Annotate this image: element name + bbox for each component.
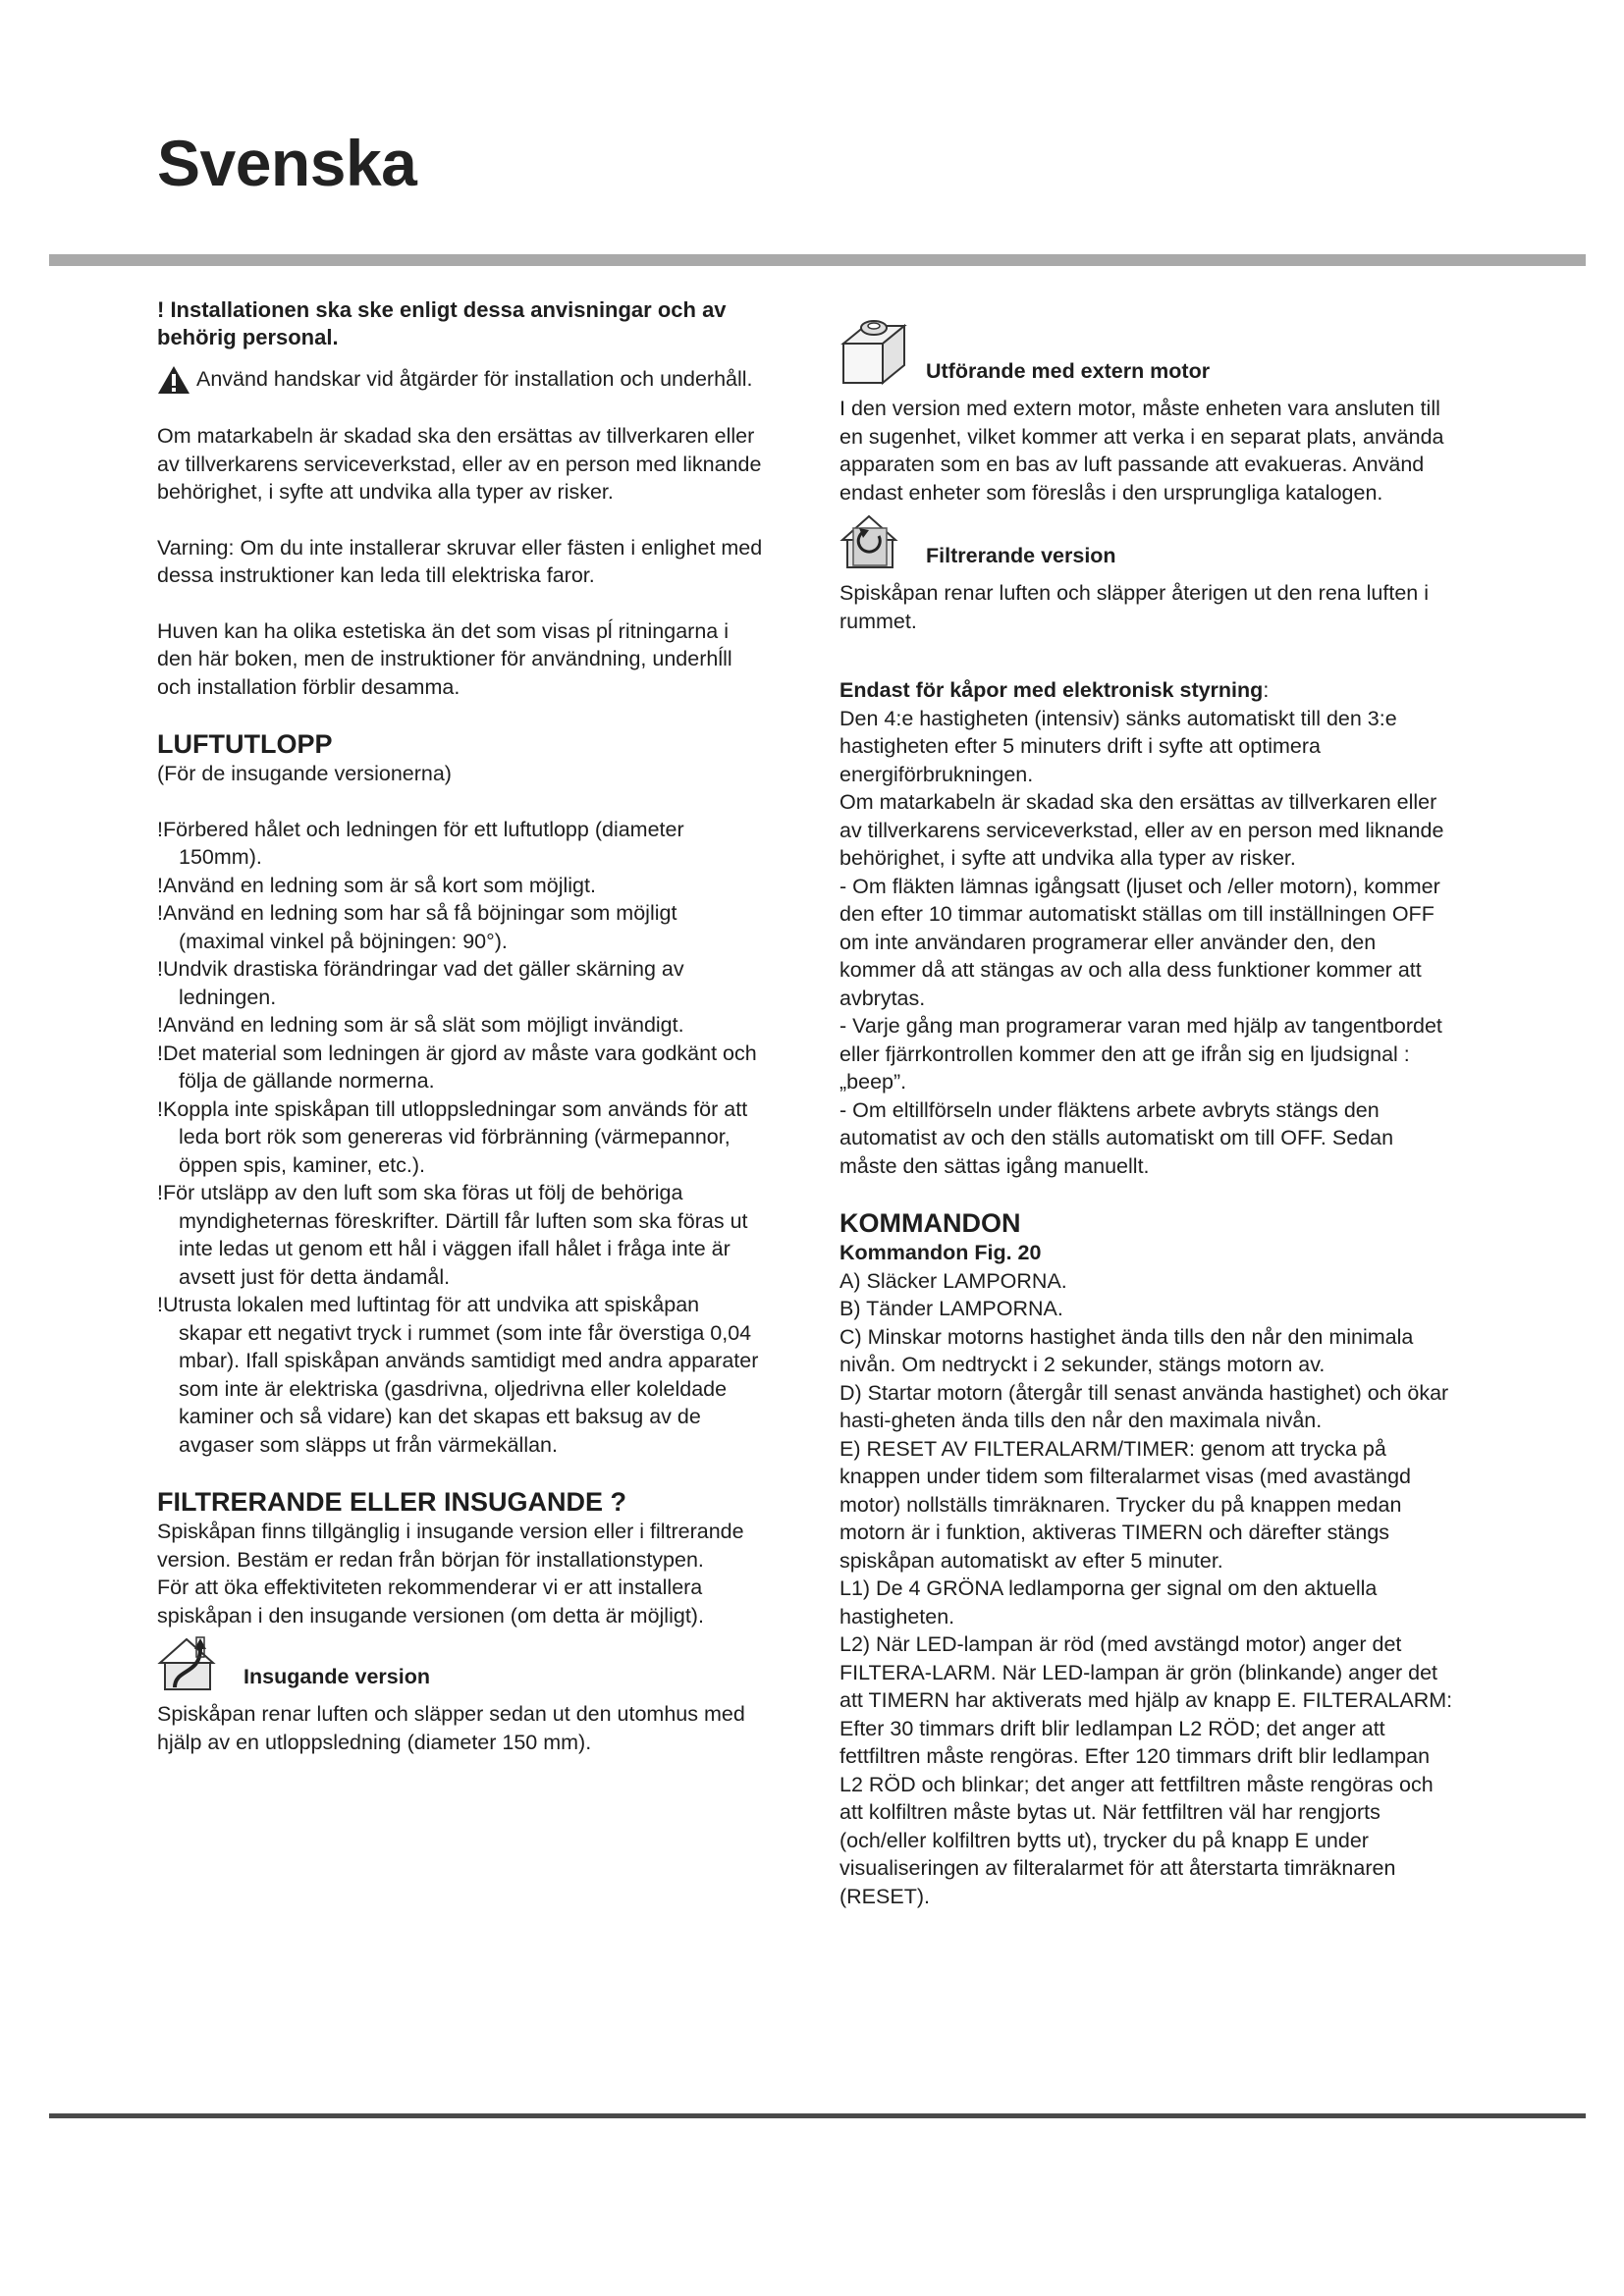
extern-motor-text: I den version med extern motor, måste enheten vara ansluten till en sugenhet, vilket kommer att verka i en separat plats, använda apparaten som en bas av luft passande att evakueras. Använd endast enheter som föreslås i den ursprungliga katalogen.: [839, 397, 1444, 505]
extern-motor-heading: Utförande med extern motor: [926, 359, 1211, 383]
filtrerande-version-heading-row: [839, 510, 1453, 571]
luftutlopp-heading: LUFTUTLOPP: [157, 729, 333, 759]
exhaust-version-icon: [157, 1633, 238, 1692]
warning-triangle-icon: [157, 365, 190, 395]
page-title: Svenska: [157, 127, 417, 199]
installation-warning: ! Installationen ska ske enligt dessa anvisningar och av behörig personal.: [157, 297, 727, 349]
luftutlopp-bullet: !Använd en ledning som är så slät som möjligt invändigt.: [157, 1013, 684, 1037]
elektronisk-line: - Om eltillförseln under fläktens arbete avbryts stängs den automatist av och den ställs automatiskt om till OFF. Sedan måste den sättas igång manuellt.: [839, 1097, 1394, 1178]
right-column: [839, 312, 1453, 1910]
filtrerande-heading: FILTRERANDE ELLER INSUGANDE ?: [157, 1487, 626, 1517]
screws-warning-text: Varning: Om du inte installerar skruvar eller fästen i enlighet med dessa instruktioner kan leda till elektriska faror.: [157, 535, 763, 587]
bottom-divider: [49, 2113, 1586, 2118]
cable-text: Om matarkabeln är skadad ska den ersättas av tillverkaren eller av tillverkarens serviceverkstad, eller av en person med liknande behörighet, i syfte att undvika alla typer av risker.: [157, 424, 762, 504]
filtrerande-text-2: För att öka effektiviteten rekommenderar vi er att installera spiskåpan i den insugande versionen (om detta är möjligt).: [157, 1575, 704, 1628]
elektronisk-heading: Endast för kåpor med elektronisk styrning: [839, 678, 1264, 702]
gloves-notice: [157, 365, 766, 395]
elektronisk-line: Den 4:e hastigheten (intensiv) sänks automatiskt till den 3:e hastigheten efter 5 minuters drift i syfte att optimera energiförbrukningen.: [839, 706, 1397, 786]
kommandon-line: B) Tänder LAMPORNA.: [839, 1297, 1063, 1320]
kommandon-line: C) Minskar motorns hastighet ända tills den når den minimala nivån. Om nedtryckt i 2 sekunder, stängs motorn av.: [839, 1324, 1414, 1376]
luftutlopp-bullet: !Undvik drastiska förändringar vad det gäller skärning av ledningen.: [157, 957, 684, 1009]
kommandon-line: D) Startar motorn (återgår till senast använda hastighet) och ökar hasti-gheten ända tills den når den maximala nivån.: [839, 1380, 1449, 1432]
kommandon-line: L2) När LED-lampan är röd (med avstängd motor) anger det FILTERA-LARM. När LED-lampan är grön (blinkande) anger det att TIMERN har aktiverats med hjälp av knapp E. FILTERALARM: Efter 30 timmars drift blir ledlampan L2 RÖD; det anger att fettfiltren måste rengöras. Efter 120 timmars drift blir ledlampan L2 RÖD och blinkar; det anger att fettfiltren måste rengöras och att kolfiltren måste bytas ut. När fettfiltren väl har rengjorts (och/eller kolfiltren bytts ut), trycker du på knapp E under visualiseringen av filteralarmet för att återstarta timräknaren (RESET).: [839, 1632, 1453, 1908]
extern-motor-heading-row: [839, 316, 1453, 387]
kommandon-heading: KOMMANDON: [839, 1208, 1021, 1238]
insugande-heading: Insugande version: [244, 1665, 430, 1688]
insugande-heading-row: [157, 1633, 766, 1692]
filtrerande-version-heading: Filtrerande version: [926, 544, 1116, 567]
gloves-text: Använd handskar vid åtgärder för installation och underhåll.: [196, 367, 753, 391]
kommandon-line: A) Släcker LAMPORNA.: [839, 1268, 1067, 1293]
luftutlopp-bullet: !Utrusta lokalen med luftintag för att undvika att spiskåpan skapar ett negativt tryck i rummet (som inte får överstiga 0,04 mbar). Ifall spiskåpan används samtidigt med andra apparater som inte är elektriska (gasdrivna, oljedrivna eller koleldade kaminer och så vidare) kan det skapas ett baksug av de avgaser som släpps ut från värmekällan.: [157, 1293, 759, 1457]
filter-version-icon: [839, 510, 920, 571]
luftutlopp-subheading: (För de insugande versionerna): [157, 762, 452, 785]
kommandon-subheading: Kommandon Fig. 20: [839, 1241, 1042, 1264]
elektronisk-line: - Om fläkten lämnas igångsatt (ljuset och /eller motorn), kommer den efter 10 timmar automatiskt ställas om till inställningen OFF om inte användaren programerar eller använder den, den kommer då att stängas av och alla dess funktioner kommer att avbrytas.: [839, 874, 1440, 1010]
luftutlopp-bullet: !Förbered hålet och ledningen för ett luftutlopp (diameter 150mm).: [157, 817, 684, 869]
aesthetics-text: Huven kan ha olika estetiska än det som visas pĺ ritningarna i den här boken, men de instruktioner för användning, underhĺll och installation förblir desamma.: [157, 618, 732, 699]
kommandon-line: E) RESET AV FILTERALARM/TIMER: genom att trycka på knappen under tidem som filteralarmet visas (med avastängd motor) nollställs timräknaren. Trycker du på knappen medan motorn är i funktion, aktiveras TIMERN och därefter stängs spiskåpan automatiskt av efter 5 minuter.: [839, 1436, 1411, 1573]
filtrerande-text-1: Spiskåpan finns tillgänglig i insugande version eller i filtrerande version. Bestäm er redan från början för installationstypen.: [157, 1520, 744, 1572]
external-motor-icon: [839, 316, 920, 387]
luftutlopp-bullet: !Använd en ledning som är så kort som möjligt.: [157, 873, 596, 897]
luftutlopp-bullet: !Använd en ledning som har så få böjningar som möjligt (maximal vinkel på böjningen: 90°).: [157, 901, 677, 953]
elektronisk-line: Om matarkabeln är skadad ska den ersättas av tillverkaren eller av tillverkarens serviceverkstad, eller av en person med liknande behörighet, i syfte att undvika alla typer av risker.: [839, 790, 1444, 870]
luftutlopp-bullet: !Det material som ledningen är gjord av måste vara godkänt och följa de gällande normerna.: [157, 1041, 757, 1093]
top-divider: [49, 254, 1586, 266]
elektronisk-heading-line: [839, 676, 1453, 705]
elektronisk-colon: :: [1263, 678, 1270, 702]
insugande-text: Spiskåpan renar luften och släpper sedan ut den utomhus med hjälp av en utloppsledning (diameter 150 mm).: [157, 1702, 745, 1754]
luftutlopp-bullet: !För utsläpp av den luft som ska föras ut följ de behöriga myndigheternas föreskrifter. Därtill får luften som ska föras ut inte ledas ut genom ett hål i väggen ifall hålet i fråga inte är avsett just för detta ändamål.: [157, 1181, 748, 1289]
luftutlopp-bullet: !Koppla inte spiskåpan till utloppsledningar som används för att leda bort rök som genereras vid förbränning (värmepannor, öppen spis, kaminer, etc.).: [157, 1096, 748, 1177]
kommandon-line: L1) De 4 GRÖNA ledlamporna ger signal om den aktuella hastigheten.: [839, 1576, 1378, 1629]
filtrerande-version-text: Spiskåpan renar luften och släpper återigen ut den rena luften i rummet.: [839, 581, 1430, 633]
left-column: [157, 296, 766, 1756]
elektronisk-line: - Varje gång man programerar varan med hjälp av tangentbordet eller fjärrkontrollen kommer den att ge ifrån sig en ljudsignal : „beep”.: [839, 1014, 1442, 1094]
